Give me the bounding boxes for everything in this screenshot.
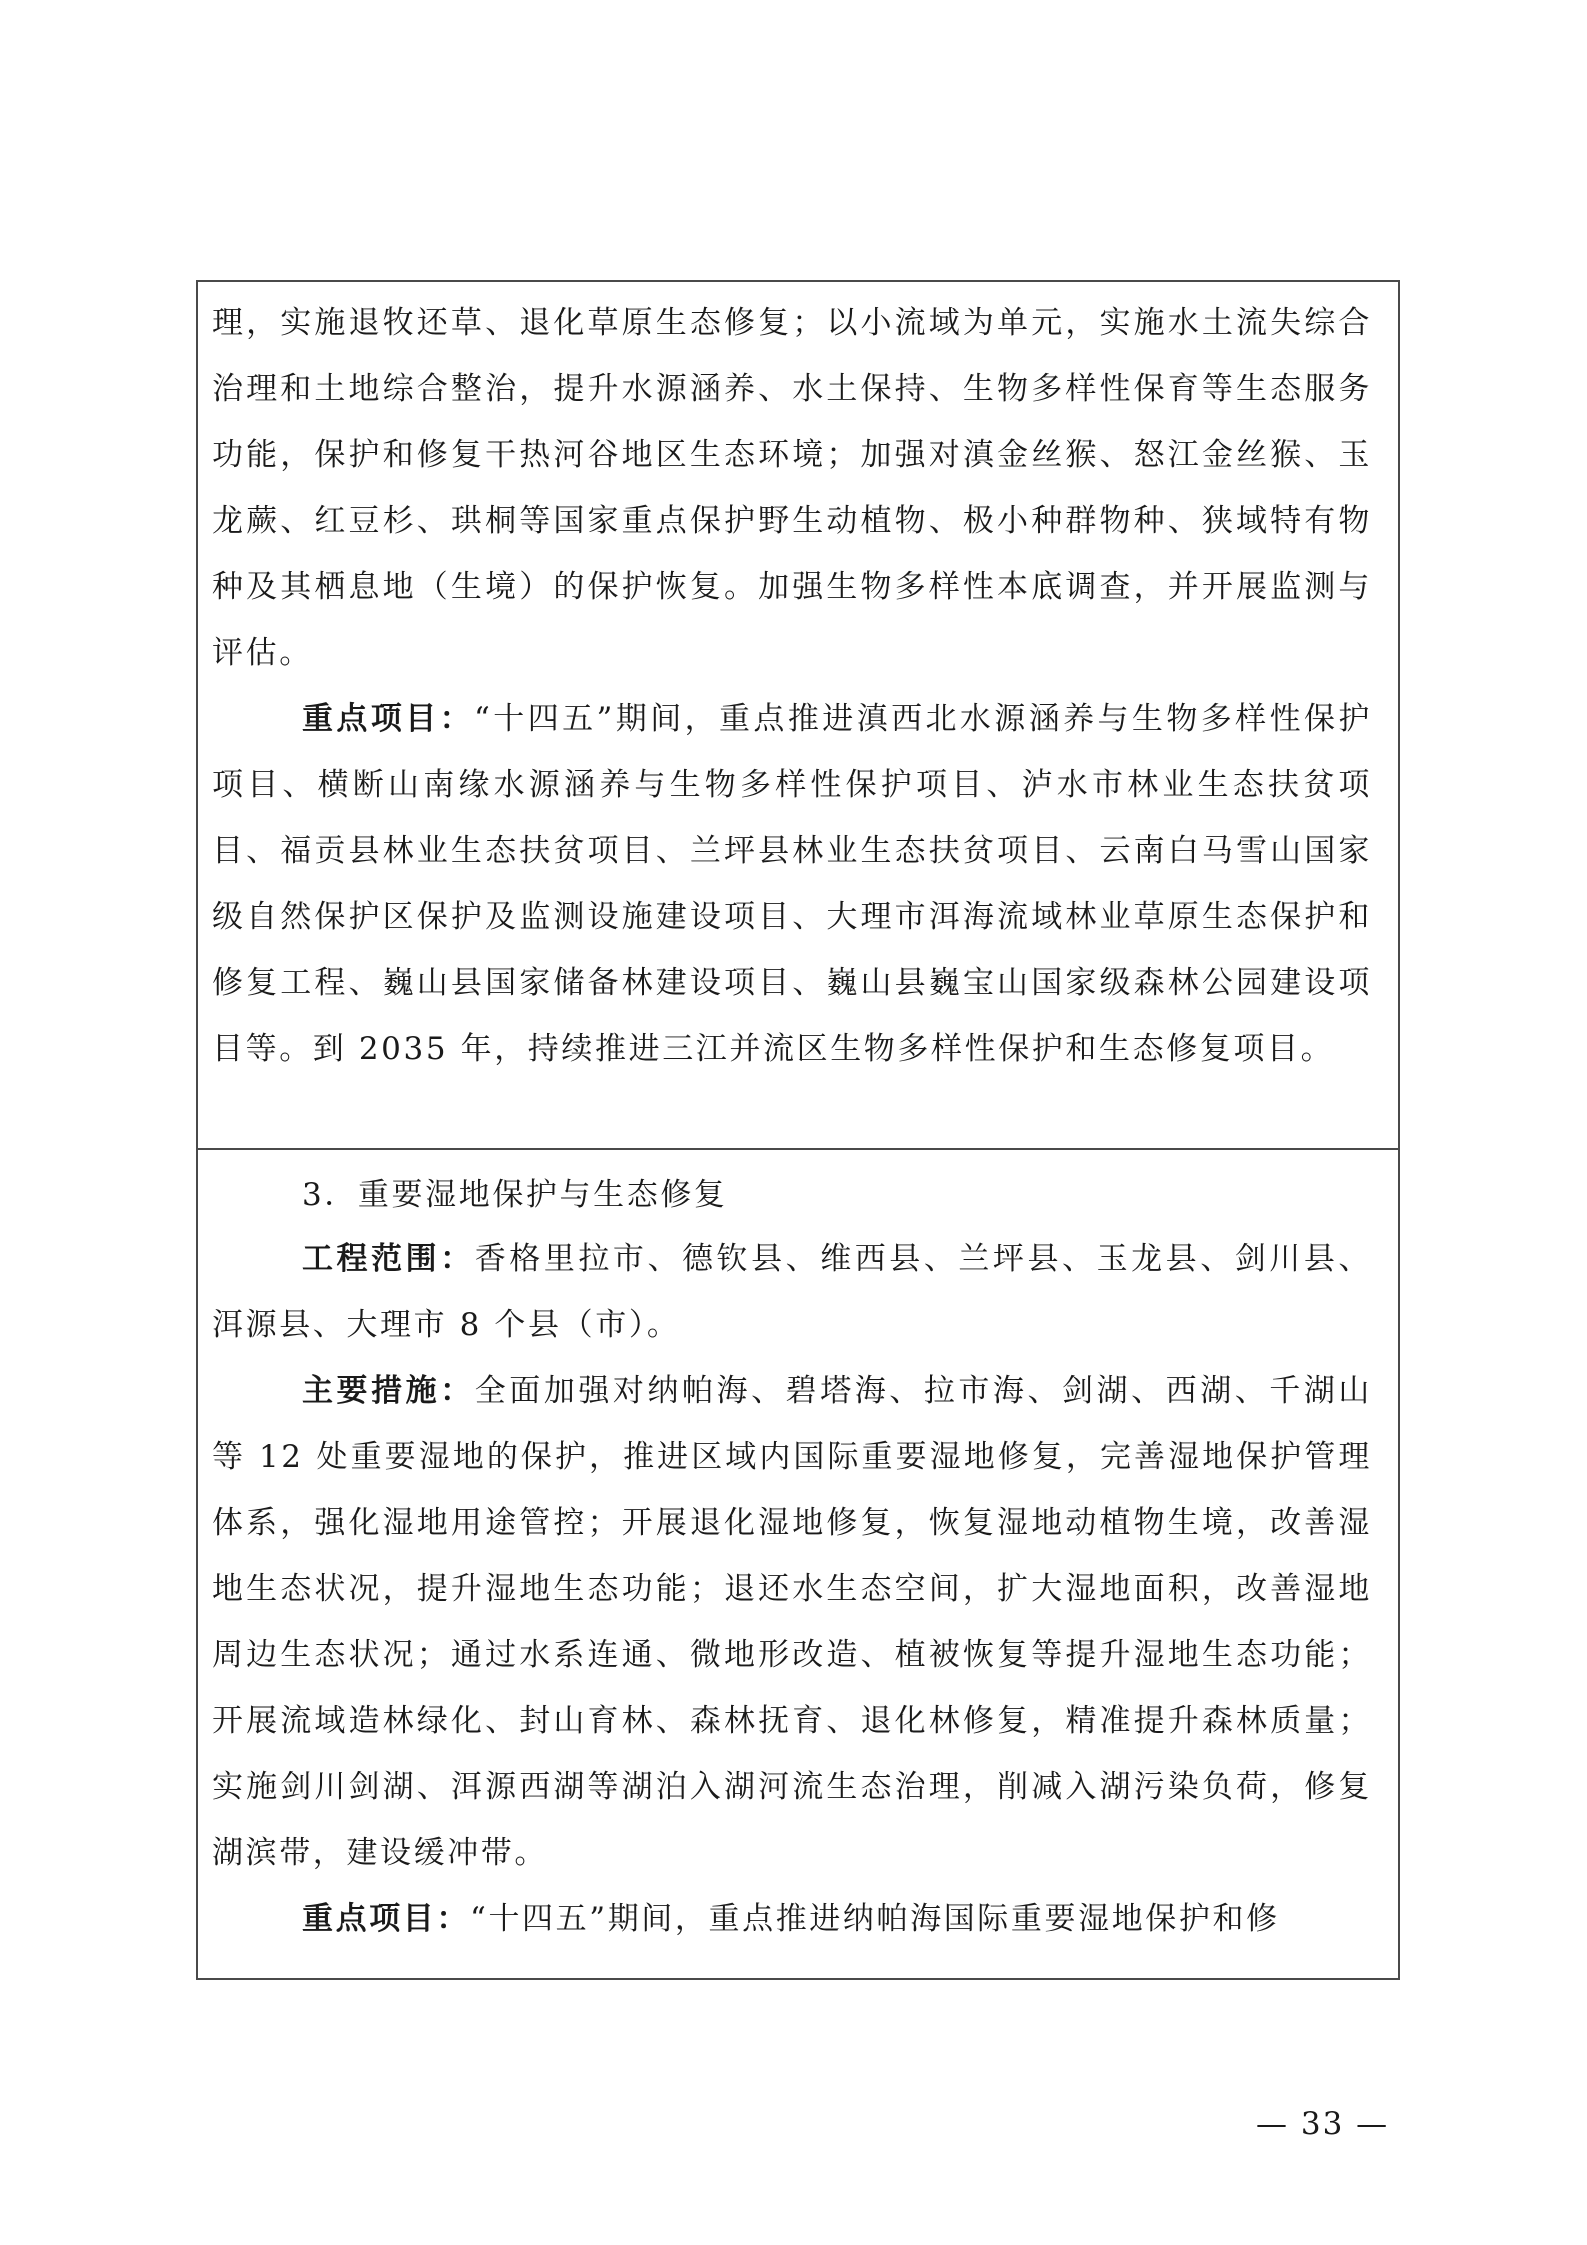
- scope-text: 香格里拉市、德钦县、维西县、兰坪县、玉龙县、剑川县、洱源县、大理市 8 个县（市）。: [212, 1241, 1372, 1343]
- scope-label: 工程范围：: [302, 1241, 475, 1277]
- key-projects-text-wetland: “十四五”期间，重点推进纳帕海国际重要湿地保护和修: [470, 1901, 1280, 1937]
- measures-text: 全面加强对纳帕海、碧塔海、拉市海、剑湖、西湖、千湖山等 12 处重要湿地的保护，推进区域内国际重要湿地修复，完善湿地保护管理体系，强化湿地用途管控；开展退化湿地修复，恢复湿地动植物生境，改善湿地生态状况，提升湿地生态功能；退还水生态空间，扩大湿地面积，改善湿地周边生态状况；通过水系连通、微地形改造、植被恢复等提升湿地生态功能；开展流域造林绿化、封山育林、森林抚育、退化林修复，精准提升森林质量；实施剑川剑湖、洱源西湖等湖泊入湖河流生态治理，削减入湖污染负荷，修复湖滨带，建设缓冲带。: [212, 1373, 1372, 1871]
- paragraph-key-projects-wetland: [212, 1886, 1372, 1952]
- key-projects-text: “十四五”期间，重点推进滇西北水源涵养与生物多样性保护项目、横断山南缘水源涵养与生物多样性保护项目、泸水市林业生态扶贫项目、福贡县林业生态扶贫项目、兰坪县林业生态扶贫项目、云南白马雪山国家级自然保护区保护及监测设施建设项目、大理市洱海流域林业草原生态保护和修复工程、巍山县国家储备林建设项目、巍山县巍宝山国家级森林公园建设项目等。到 2035 年，持续推进三江并流区生物多样性保护和生态修复项目。: [212, 701, 1372, 1067]
- section-heading: 3．重要湿地保护与生态修复: [302, 1177, 728, 1213]
- key-projects-label-wetland: 重点项目：: [302, 1901, 470, 1937]
- measures-label: 主要措施：: [302, 1373, 475, 1409]
- paragraph-measures-continued: 理，实施退牧还草、退化草原生态修复；以小流域为单元，实施水土流失综合治理和土地综合整治，提升水源涵养、水土保持、生物多样性保育等生态服务功能，保护和修复干热河谷地区生态环境；加强对滇金丝猴、怒江金丝猴、玉龙蕨、红豆杉、珙桐等国家重点保护野生动植物、极小种群物种、狭域特有物种及其栖息地（生境）的保护恢复。加强生物多样性本底调查，并开展监测与评估。: [212, 305, 1372, 671]
- table-cell-wetland: [198, 1148, 1398, 1978]
- paragraph-key-projects: [212, 686, 1372, 1082]
- key-projects-label: 重点项目：: [302, 701, 475, 737]
- table-cell-biodiversity: [198, 282, 1398, 1148]
- paragraph-measures: [212, 1358, 1372, 1886]
- paragraph-scope: [212, 1226, 1372, 1358]
- page-number: — 33 —: [1256, 2106, 1390, 2142]
- content-table: [196, 280, 1400, 1980]
